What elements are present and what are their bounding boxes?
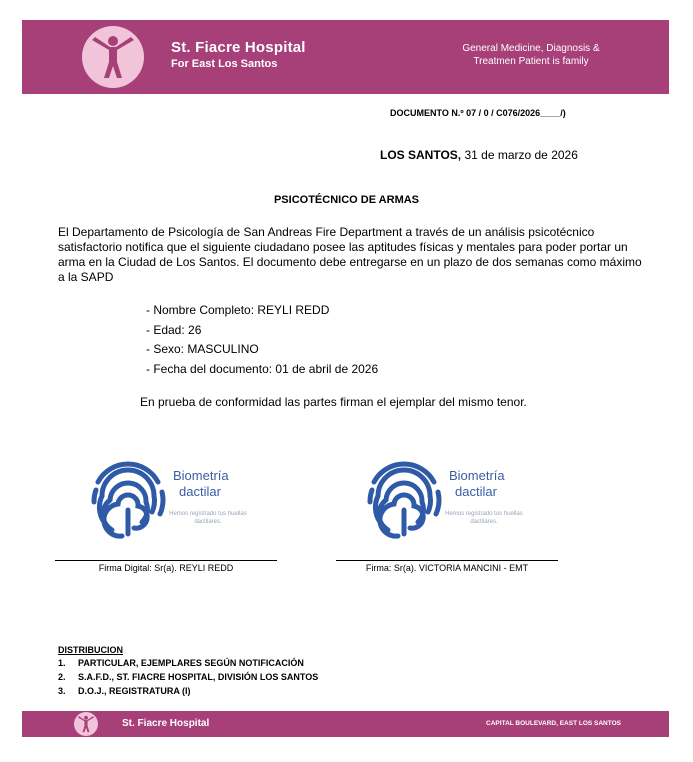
- hospital-name: St. Fiacre Hospital: [171, 39, 306, 56]
- distribution-item: 3. D.O.J., REGISTRATURA (I): [58, 686, 191, 696]
- detail-sex: - Sexo: MASCULINO: [146, 342, 259, 356]
- header-banner: [22, 20, 669, 94]
- fingerprint-icon: [88, 452, 168, 544]
- distribution-list: [58, 658, 318, 700]
- signature-line-right: [336, 560, 558, 561]
- signature-line-left: [55, 560, 277, 561]
- tagline-line-2: Treatmen Patient is family: [473, 56, 589, 67]
- person-figure-icon: [82, 26, 144, 88]
- hospital-tagline: [431, 42, 631, 68]
- document-date: 31 de marzo de 2026: [464, 148, 578, 162]
- document-title: PSICOTÉCNICO DE ARMAS: [273, 194, 420, 206]
- biometric-title-line-2: dactilar: [455, 484, 497, 499]
- document-city: LOS SANTOS,: [380, 148, 462, 162]
- document-body: El Departamento de Psicología de San Andreas Fire Department a través de un análisis psicotécnico satisfactorio notifica que el siguiente ciudadano posee las aptitudes físicas y mentales para poder portar un arma en la Ciudad de Los Santos. El documento debe entregarse en un plazo de dos semanas como máximo a la SAPD: [58, 225, 642, 284]
- document-number: DOCUMENTO N.º 07 / 0 / C076/2026____/): [390, 108, 566, 118]
- biometric-title-line-1: Biometría: [173, 468, 229, 483]
- fingerprint-icon: [364, 452, 444, 544]
- person-figure-icon: [74, 712, 98, 736]
- detail-age: - Edad: 26: [146, 322, 202, 337]
- biometric-subtitle: Hemos registrado tus huellas dactilares.: [445, 511, 523, 525]
- biometric-stamp-left: [88, 452, 308, 562]
- footer-address: CAPITAL BOULEVARD, EAST LOS SANTOS: [486, 720, 621, 727]
- tagline-line-1: General Medicine, Diagnosis &: [462, 43, 600, 54]
- biometric-subtitle: Hemos registrado tus huellas dactilares.: [169, 511, 247, 525]
- signature-label-left: Firma Digital: Sr(a). REYLI REDD: [98, 563, 234, 573]
- document-dateline: [380, 148, 578, 162]
- footer-banner: [22, 711, 669, 737]
- signature-label-right: Firma: Sr(a). VICTORIA MANCINI - EMT: [365, 563, 529, 573]
- biometric-title-line-1: Biometría: [449, 468, 505, 483]
- closing-statement: En prueba de conformidad las partes firman el ejemplar del mismo tenor.: [140, 395, 527, 409]
- footer-hospital-name: St. Fiacre Hospital: [122, 718, 210, 729]
- distribution-item: 1. PARTICULAR, EJEMPLARES SEGÚN NOTIFICACIÓN: [58, 658, 304, 668]
- biometric-title-line-2: dactilar: [179, 484, 221, 499]
- distribution-item: 2. S.A.F.D., ST. FIACRE HOSPITAL, DIVISIÓN LOS SANTOS: [58, 672, 319, 682]
- hospital-subtitle: For East Los Santos: [171, 58, 278, 70]
- personal-details-list: [146, 303, 378, 381]
- biometric-stamp-right: [364, 452, 584, 562]
- detail-full-name: - Nombre Completo: REYLI REDD: [146, 303, 330, 317]
- detail-document-date: - Fecha del documento: 01 de abril de 2026: [146, 361, 379, 376]
- distribution-title: DISTRIBUCION: [58, 645, 123, 655]
